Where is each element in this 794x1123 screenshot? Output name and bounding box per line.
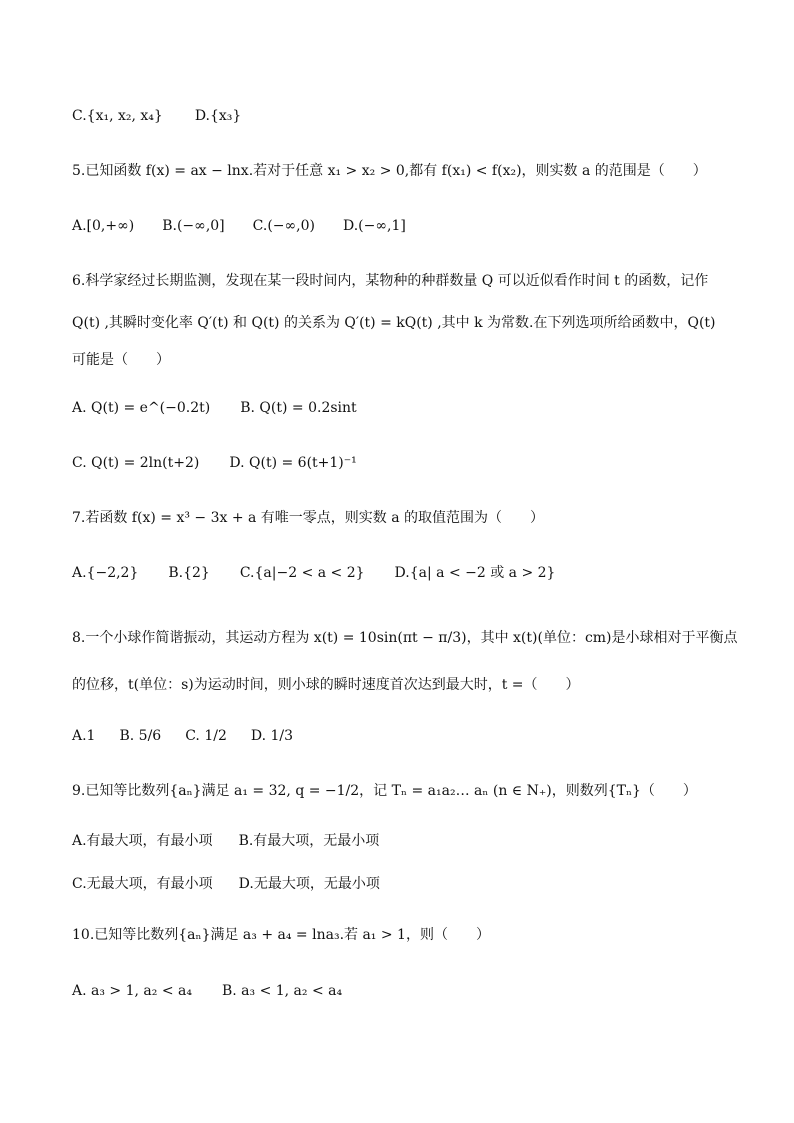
option-d: D. 1/3 [250,728,294,744]
q6-options-row-1 [72,400,357,417]
option-c: C.{x₁, x₂, x₄} [72,108,163,124]
option-a: A.有最大项，有最小项 [72,833,213,849]
q10-options [72,983,342,1000]
option-a: A.{−2,2} [72,565,139,581]
q6-options-row-2 [72,455,357,472]
option-c: C.{a|−2 < a < 2} [239,565,365,581]
question-6-line-1: 6.科学家经过长期监测，发现在某一段时间内，某物种的种群数量 Q 可以近似看作时间 t 的函数，记作 [72,273,709,289]
option-b: B.有最大项，无最小项 [238,833,380,849]
option-b: B.{2} [168,565,210,581]
question-8-line-1: 8.一个小球作简谐振动，其运动方程为 x(t) = 10sin(πt − π/3)，其中 x(t)(单位：cm)是小球相对于平衡点 [72,630,738,646]
option-b: B. a₃ < 1, a₂ < a₄ [221,983,343,999]
option-c: C.无最大项，有最小项 [72,876,213,892]
option-a: A.[0,+∞) [72,218,135,234]
option-d: D.无最大项，无最小项 [238,876,380,892]
q9-options-row-2 [72,876,380,893]
question-6-line-2: Q(t) ,其瞬时变化率 Q′(t) 和 Q(t) 的关系为 Q′(t) = kQ(t) ,其中 k 为常数.在下列选项所给函数中，Q(t) [72,315,716,331]
option-b: B. Q(t) = 0.2sint [240,400,357,416]
option-a: A. a₃ > 1, a₂ < a₄ [72,983,192,999]
option-a: A. Q(t) = e^(−0.2t) [72,400,211,416]
option-c: C.(−∞,0) [252,218,315,234]
q4-options [72,108,241,125]
option-c: C. Q(t) = 2ln(t+2) [72,455,200,471]
question-8-line-2: 的位移，t(单位：s)为运动时间，则小球的瞬时速度首次达到最大时，t =（ ） [72,677,580,693]
option-d: D. Q(t) = 6(t+1)⁻¹ [229,455,357,471]
option-c: C. 1/2 [185,728,227,744]
option-a: A.1 [72,728,96,744]
question-6-line-3: 可能是（ ） [72,352,170,368]
option-d: D.(−∞,1] [343,218,406,234]
q7-options [72,565,555,582]
option-b: B.(−∞,0] [162,218,225,234]
question-5: 5.已知函数 f(x) = ax − lnx.若对于任意 x₁ > x₂ > 0,都有 f(x₁) < f(x₂)，则实数 a 的范围是（ ） [72,163,707,179]
q8-options [72,728,293,745]
question-10: 10.已知等比数列{aₙ}满足 a₃ + a₄ = lna₃.若 a₁ > 1，则（ ） [72,927,490,943]
question-9: 9.已知等比数列{aₙ}满足 a₁ = 32, q = −1/2，记 Tₙ = a₁a₂… aₙ (n ∈ N₊)，则数列{Tₙ}（ ） [72,783,697,799]
option-b: B. 5/6 [119,728,162,744]
question-7: 7.若函数 f(x) = x³ − 3x + a 有唯一零点，则实数 a 的取值范围为（ ） [72,510,545,526]
option-d: D.{x₃} [194,108,242,124]
q9-options-row-1 [72,833,379,850]
q5-options [72,218,406,235]
option-d: D.{a| a < −2 或 a > 2} [394,565,556,581]
